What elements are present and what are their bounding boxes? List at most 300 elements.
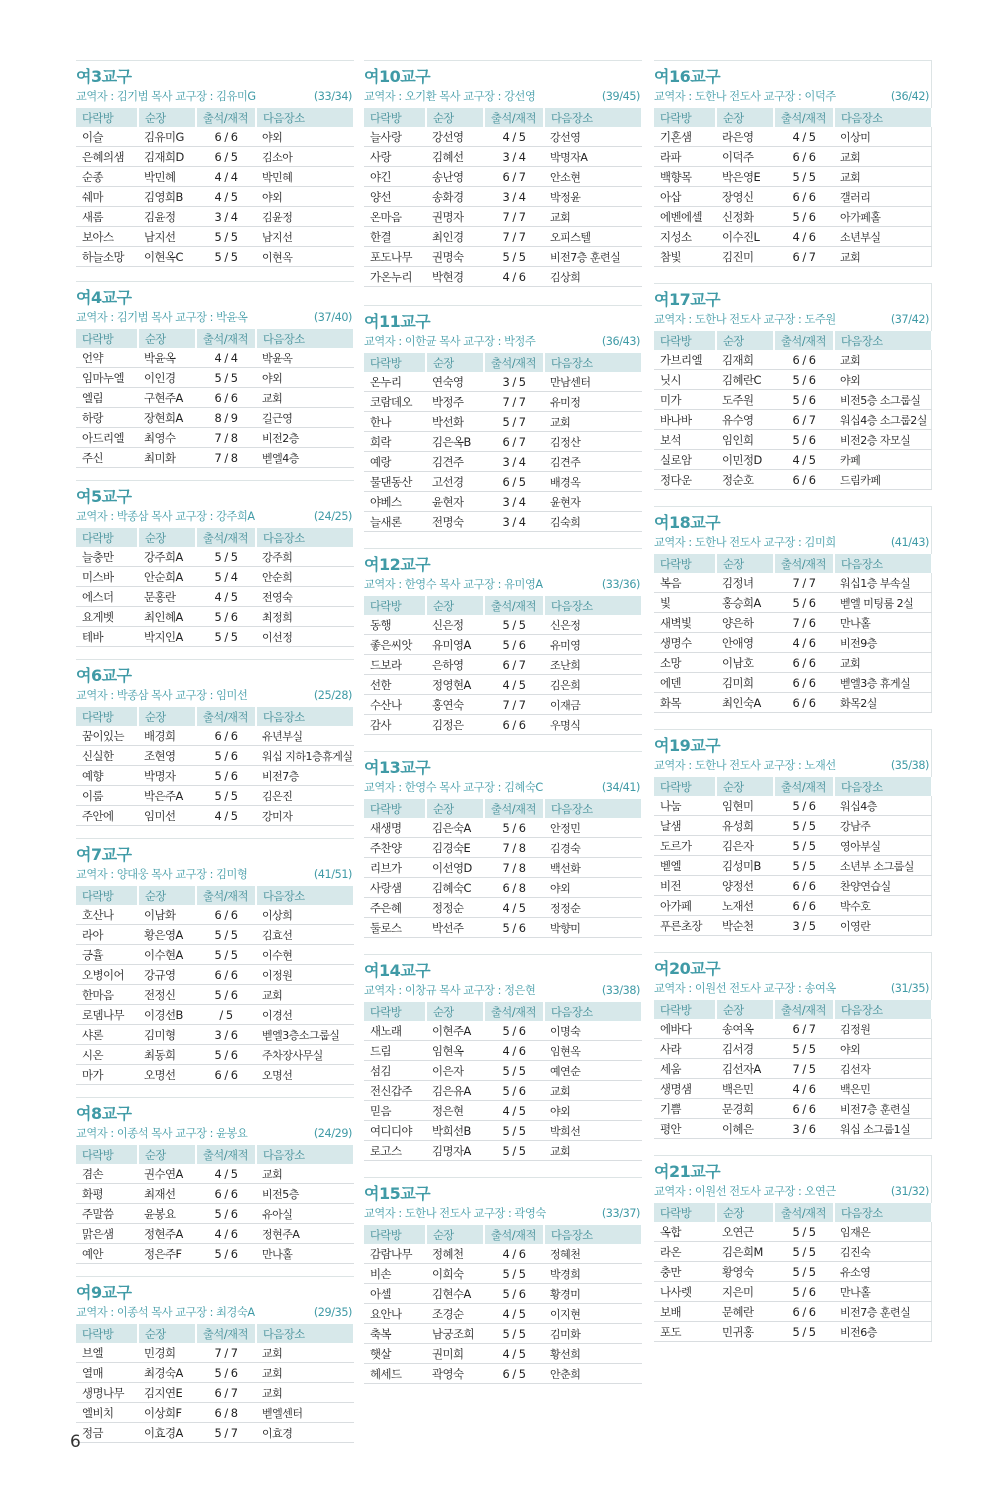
- table-row: [364, 918, 642, 938]
- group-name-cell: 충만: [654, 1262, 716, 1282]
- attendance-total: (39/45): [601, 90, 640, 103]
- next-place-cell: 우명식: [544, 715, 642, 735]
- attendance-cell: 4 / 5: [484, 898, 544, 918]
- attendance-total: (41/51): [313, 868, 352, 881]
- attendance-total: (33/34): [313, 90, 352, 103]
- table-header-row: [364, 108, 642, 127]
- leaders-text: 교역자 : 박종삼 목사 교구장 : 임미선: [76, 689, 248, 702]
- table-row: [654, 1099, 932, 1119]
- attendance-cell: 6 / 7: [196, 1383, 256, 1403]
- table-row: [364, 452, 642, 472]
- attendance-total: (25/28): [313, 689, 352, 702]
- next-place-cell: 박민혜: [256, 167, 354, 187]
- group-name-cell: 백향목: [654, 167, 716, 187]
- group-name-cell: 리브가: [364, 858, 426, 878]
- group-name-cell: 맑은샘: [76, 1224, 138, 1244]
- leader-cell: 권미희: [426, 1344, 484, 1364]
- table-row: [364, 1284, 642, 1304]
- group-name-cell: 둘로스: [364, 918, 426, 938]
- leader-cell: 이은자: [426, 1061, 484, 1081]
- group-name-cell: 벧엘: [654, 856, 716, 876]
- column-header: 다락방: [76, 1324, 138, 1343]
- leader-cell: 오명선: [138, 1065, 196, 1085]
- attendance-cell: 5 / 6: [196, 1045, 256, 1065]
- leader-cell: 문경희: [716, 1099, 774, 1119]
- leader-cell: 유미영A: [426, 635, 484, 655]
- attendance-cell: 6 / 6: [196, 127, 256, 147]
- district-leaders: [364, 333, 642, 351]
- next-place-cell: 비전7층: [256, 766, 354, 786]
- leaders-text: 교역자 : 이한균 목사 교구장 : 박정주: [364, 335, 536, 348]
- next-place-cell: 워십4층 소그룹2실: [834, 410, 932, 430]
- leader-cell: 양은하: [716, 613, 774, 633]
- table-row: [654, 1322, 932, 1342]
- attendance-cell: 4 / 6: [774, 633, 834, 653]
- district-section: [76, 1097, 354, 1264]
- table-row: [654, 370, 932, 390]
- leader-cell: 홍승희A: [716, 593, 774, 613]
- leader-cell: 박순천: [716, 916, 774, 936]
- next-place-cell: 야외: [834, 1039, 932, 1059]
- leaders-text: 교역자 : 도한나 전도사 교구장 : 노재선: [654, 759, 836, 772]
- table-header-row: [654, 1203, 932, 1222]
- attendance-cell: 6 / 6: [484, 715, 544, 735]
- table-row: [76, 627, 354, 647]
- group-name-cell: 물댄동산: [364, 472, 426, 492]
- leader-cell: 정은현: [426, 1101, 484, 1121]
- leader-cell: 노재선: [716, 896, 774, 916]
- next-place-cell: 워십1층 부속실: [834, 573, 932, 593]
- table-row: [654, 816, 932, 836]
- leader-cell: 김선자A: [716, 1059, 774, 1079]
- attendance-cell: 5 / 6: [484, 1284, 544, 1304]
- table-row: [364, 492, 642, 512]
- leaders-text: 교역자 : 양대웅 목사 교구장 : 김미형: [76, 868, 248, 881]
- attendance-cell: 7 / 8: [484, 838, 544, 858]
- column-header: 다음장소: [834, 1203, 932, 1222]
- leader-cell: 김혜숙C: [426, 878, 484, 898]
- column-header: 다음장소: [834, 1000, 932, 1019]
- table-row: [76, 587, 354, 607]
- group-name-cell: 지성소: [654, 227, 716, 247]
- next-place-cell: 안정민: [544, 818, 642, 838]
- leader-cell: 김미형: [138, 1025, 196, 1045]
- table-header-row: [654, 1000, 932, 1019]
- next-place-cell: 만나홀: [834, 1282, 932, 1302]
- attendance-cell: 5 / 6: [196, 985, 256, 1005]
- next-place-cell: 안춘희: [544, 1364, 642, 1384]
- group-name-cell: 요게벳: [76, 607, 138, 627]
- column-header: 순장: [426, 799, 484, 818]
- table-row: [364, 715, 642, 735]
- attendance-cell: 3 / 4: [196, 207, 256, 227]
- next-place-cell: 야외: [256, 127, 354, 147]
- table-header-row: [364, 353, 642, 372]
- district-section: [76, 281, 354, 468]
- leader-cell: 김미희: [716, 673, 774, 693]
- group-name-cell: 날샘: [654, 816, 716, 836]
- column-header: 출석/재적: [196, 1145, 256, 1164]
- next-place-cell: 전영숙: [256, 587, 354, 607]
- attendance-cell: 5 / 6: [196, 766, 256, 786]
- column-header: 다락방: [76, 707, 138, 726]
- group-name-cell: 라온: [654, 1242, 716, 1262]
- district-title: 여15교구: [364, 1184, 431, 1203]
- attendance-cell: 4 / 6: [774, 227, 834, 247]
- attendance-total: (24/25): [313, 510, 352, 523]
- attendance-cell: 5 / 6: [774, 207, 834, 227]
- leader-cell: 문혜란: [716, 1302, 774, 1322]
- next-place-cell: 벧엘3층 휴게실: [834, 673, 932, 693]
- table-row: [76, 368, 354, 388]
- group-name-cell: 요안나: [364, 1304, 426, 1324]
- next-place-cell: 유미정: [544, 392, 642, 412]
- attendance-cell: 6 / 6: [196, 905, 256, 925]
- attendance-total: (37/42): [890, 313, 929, 326]
- leader-cell: 안순희A: [138, 567, 196, 587]
- attendance-cell: 6 / 5: [484, 472, 544, 492]
- attendance-cell: 5 / 5: [484, 1141, 544, 1161]
- next-place-cell: 비전7층 훈련실: [834, 1302, 932, 1322]
- leader-cell: 권수연A: [138, 1164, 196, 1184]
- group-name-cell: 한결: [364, 227, 426, 247]
- group-name-cell: 예안: [76, 1244, 138, 1264]
- column-header: 다락방: [654, 108, 716, 127]
- group-name-cell: 감람나무: [364, 1244, 426, 1264]
- table-row: [364, 1304, 642, 1324]
- group-name-cell: 오병이어: [76, 965, 138, 985]
- table-row: [654, 1302, 932, 1322]
- leader-cell: 이현주A: [426, 1021, 484, 1041]
- column-header: 다락방: [76, 108, 138, 127]
- column-header: 출석/재적: [484, 596, 544, 615]
- group-name-cell: 꿈이있는: [76, 726, 138, 746]
- table-row: [364, 1121, 642, 1141]
- attendance-cell: 4 / 4: [196, 348, 256, 368]
- group-name-cell: 은혜의샘: [76, 147, 138, 167]
- next-place-cell: 찬양연습실: [834, 876, 932, 896]
- next-place-cell: 안소현: [544, 167, 642, 187]
- column-header: 순장: [426, 353, 484, 372]
- district-leaders: [76, 687, 354, 705]
- next-place-cell: 김정산: [544, 432, 642, 452]
- leader-cell: 전정신: [138, 985, 196, 1005]
- next-place-cell: 박수호: [834, 896, 932, 916]
- table-row: [76, 1383, 354, 1403]
- column-header: 다음장소: [544, 799, 642, 818]
- next-place-cell: 김숙희: [544, 512, 642, 532]
- group-table: [654, 554, 933, 713]
- next-place-cell: 비전7층 훈련실: [834, 1099, 932, 1119]
- leader-cell: 박현경: [426, 267, 484, 287]
- attendance-total: (31/32): [890, 1185, 929, 1198]
- group-name-cell: 보배: [654, 1302, 716, 1322]
- leader-cell: 김윤정: [138, 207, 196, 227]
- group-name-cell: 주말씀: [76, 1204, 138, 1224]
- next-place-cell: 이영란: [834, 916, 932, 936]
- column-header: 다음장소: [834, 331, 932, 350]
- table-row: [76, 227, 354, 247]
- group-name-cell: 나사렛: [654, 1282, 716, 1302]
- leader-cell: 권명숙: [426, 247, 484, 267]
- attendance-cell: 6 / 7: [774, 1019, 834, 1039]
- table-row: [76, 1025, 354, 1045]
- table-row: [76, 925, 354, 945]
- table-row: [76, 1204, 354, 1224]
- page-number: 6: [70, 1432, 81, 1452]
- group-name-cell: 여디디야: [364, 1121, 426, 1141]
- attendance-cell: 5 / 4: [196, 567, 256, 587]
- attendance-total: (35/38): [890, 759, 929, 772]
- leader-cell: 최인숙A: [716, 693, 774, 713]
- table-row: [76, 726, 354, 746]
- group-name-cell: 좋은씨앗: [364, 635, 426, 655]
- table-header-row: [76, 886, 354, 905]
- column-header: 다락방: [654, 777, 716, 796]
- leader-cell: 박선주: [426, 918, 484, 938]
- leader-cell: 배경희: [138, 726, 196, 746]
- leader-cell: 곽영숙: [426, 1364, 484, 1384]
- attendance-total: (36/43): [601, 335, 640, 348]
- next-place-cell: 황선희: [544, 1344, 642, 1364]
- leaders-text: 교역자 : 도한나 전도사 교구장 : 도주원: [654, 313, 836, 326]
- attendance-cell: 5 / 5: [484, 247, 544, 267]
- column-header: 다락방: [654, 1000, 716, 1019]
- column-3: [654, 60, 932, 1342]
- next-place-cell: 김효선: [256, 925, 354, 945]
- table-row: [654, 916, 932, 936]
- attendance-cell: 6 / 6: [774, 653, 834, 673]
- next-place-cell: 강선영: [544, 127, 642, 147]
- group-name-cell: 이슬: [76, 127, 138, 147]
- table-row: [364, 1264, 642, 1284]
- column-header: 출석/재적: [774, 554, 834, 573]
- group-name-cell: 보아스: [76, 227, 138, 247]
- table-row: [654, 593, 932, 613]
- next-place-cell: 소년부 소그룹실: [834, 856, 932, 876]
- table-row: [654, 573, 932, 593]
- group-name-cell: 쉐마: [76, 187, 138, 207]
- column-header: 출석/재적: [484, 799, 544, 818]
- leaders-text: 교역자 : 한영수 목사 교구장 : 유미영A: [364, 578, 543, 591]
- district-leaders: [364, 576, 642, 594]
- column-header: 다락방: [76, 329, 138, 348]
- column-header: 출석/재적: [196, 886, 256, 905]
- group-table: [654, 777, 933, 936]
- group-name-cell: 기혼샘: [654, 127, 716, 147]
- attendance-cell: 4 / 5: [484, 675, 544, 695]
- column-header: 다음장소: [834, 777, 932, 796]
- district-title: 여14교구: [364, 961, 431, 980]
- attendance-cell: 6 / 6: [196, 1065, 256, 1085]
- table-header-row: [654, 331, 932, 350]
- column-header: 다락방: [76, 886, 138, 905]
- leader-cell: 김진미: [716, 247, 774, 267]
- leaders-text: 교역자 : 도한나 전도사 교구장 : 곽영숙: [364, 1207, 546, 1220]
- attendance-cell: 4 / 5: [484, 1101, 544, 1121]
- table-row: [76, 348, 354, 368]
- attendance-cell: 5 / 5: [196, 925, 256, 945]
- table-row: [364, 472, 642, 492]
- column-header: 출석/재적: [774, 331, 834, 350]
- column-header: 다음장소: [834, 108, 932, 127]
- column-header: 순장: [138, 329, 196, 348]
- column-header: 출석/재적: [484, 1002, 544, 1021]
- next-place-cell: 교회: [544, 412, 642, 432]
- attendance-cell: 5 / 6: [774, 430, 834, 450]
- district-section: [654, 952, 932, 1139]
- attendance-cell: 7 / 7: [774, 573, 834, 593]
- group-name-cell: 호산나: [76, 905, 138, 925]
- district-title: 여4교구: [76, 288, 132, 307]
- column-header: 다락방: [654, 1203, 716, 1222]
- table-row: [654, 1262, 932, 1282]
- group-name-cell: 긍휼: [76, 945, 138, 965]
- column-header: 출석/재적: [774, 1203, 834, 1222]
- attendance-cell: 6 / 6: [774, 187, 834, 207]
- attendance-total: (37/40): [313, 311, 352, 324]
- next-place-cell: 벧엘4층: [256, 448, 354, 468]
- table-row: [76, 1244, 354, 1264]
- group-name-cell: 주신: [76, 448, 138, 468]
- attendance-cell: 4 / 6: [774, 1079, 834, 1099]
- leaders-text: 교역자 : 오기환 목사 교구장 : 강선영: [364, 90, 536, 103]
- leader-cell: 이희숙: [426, 1264, 484, 1284]
- next-place-cell: 교회: [834, 167, 932, 187]
- table-row: [364, 1101, 642, 1121]
- table-row: [364, 615, 642, 635]
- district-section: [364, 305, 642, 532]
- attendance-cell: 6 / 6: [774, 1099, 834, 1119]
- column-header: 출석/재적: [484, 353, 544, 372]
- attendance-cell: 6 / 6: [196, 726, 256, 746]
- next-place-cell: 남지선: [256, 227, 354, 247]
- column-header: 다음장소: [256, 528, 354, 547]
- table-row: [76, 428, 354, 448]
- attendance-cell: 5 / 5: [774, 1262, 834, 1282]
- table-row: [364, 1364, 642, 1384]
- next-place-cell: 이경선: [256, 1005, 354, 1025]
- next-place-cell: 벧엘3층소그룹실: [256, 1025, 354, 1045]
- leader-cell: 문홍란: [138, 587, 196, 607]
- group-name-cell: 로뎀나무: [76, 1005, 138, 1025]
- leader-cell: 박은주A: [138, 786, 196, 806]
- table-header-row: [654, 777, 932, 796]
- group-name-cell: 포도나무: [364, 247, 426, 267]
- next-place-cell: 갤러리: [834, 187, 932, 207]
- column-header: 출석/재적: [196, 1324, 256, 1343]
- next-place-cell: 야외: [544, 878, 642, 898]
- next-place-cell: 야외: [256, 187, 354, 207]
- group-name-cell: 보석: [654, 430, 716, 450]
- table-row: [76, 448, 354, 468]
- next-place-cell: 화목2실: [834, 693, 932, 713]
- attendance-cell: 8 / 9: [196, 408, 256, 428]
- group-name-cell: 임마누엘: [76, 368, 138, 388]
- next-place-cell: 드림카페: [834, 470, 932, 490]
- table-row: [654, 673, 932, 693]
- table-header-row: [76, 528, 354, 547]
- table-row: [654, 127, 932, 147]
- leader-cell: 송화경: [426, 187, 484, 207]
- leader-cell: 김재희D: [138, 147, 196, 167]
- table-row: [76, 965, 354, 985]
- leader-cell: 김혜란C: [716, 370, 774, 390]
- district-leaders: [654, 980, 931, 998]
- column-header: 다음장소: [256, 329, 354, 348]
- attendance-cell: 6 / 8: [484, 878, 544, 898]
- table-row: [364, 878, 642, 898]
- group-table: [654, 1000, 933, 1139]
- table-row: [364, 512, 642, 532]
- attendance-cell: 5 / 6: [774, 593, 834, 613]
- group-name-cell: 언약: [76, 348, 138, 368]
- next-place-cell: 교회: [834, 653, 932, 673]
- next-place-cell: 카페: [834, 450, 932, 470]
- next-place-cell: 이명숙: [544, 1021, 642, 1041]
- column-header: 다음장소: [256, 1145, 354, 1164]
- attendance-cell: 6 / 6: [774, 896, 834, 916]
- table-header-row: [364, 596, 642, 615]
- attendance-cell: 4 / 6: [484, 1041, 544, 1061]
- leader-cell: 임미선: [138, 806, 196, 826]
- attendance-cell: 5 / 6: [484, 1021, 544, 1041]
- next-place-cell: 길근영: [256, 408, 354, 428]
- district-title: 여18교구: [654, 513, 721, 532]
- column-header: 다락방: [364, 108, 426, 127]
- district-title: 여9교구: [76, 1283, 132, 1302]
- group-name-cell: 정금: [76, 1423, 138, 1443]
- attendance-cell: 6 / 6: [774, 350, 834, 370]
- leader-cell: 민경희: [138, 1343, 196, 1363]
- attendance-cell: 5 / 5: [484, 1061, 544, 1081]
- next-place-cell: 배경옥: [544, 472, 642, 492]
- column-header: 다음장소: [256, 108, 354, 127]
- next-place-cell: 오피스텔: [544, 227, 642, 247]
- next-place-cell: 이재금: [544, 695, 642, 715]
- table-header-row: [76, 1145, 354, 1164]
- table-row: [364, 392, 642, 412]
- leaders-text: 교역자 : 박종삼 목사 교구장 : 강주희A: [76, 510, 255, 523]
- next-place-cell: 박희선: [544, 1121, 642, 1141]
- leader-cell: 최영수: [138, 428, 196, 448]
- next-place-cell: 주차장사무실: [256, 1045, 354, 1065]
- attendance-cell: 5 / 6: [484, 635, 544, 655]
- group-name-cell: 축복: [364, 1324, 426, 1344]
- group-table: [364, 1002, 643, 1161]
- district-title: 여5교구: [76, 487, 132, 506]
- attendance-cell: 6 / 7: [774, 247, 834, 267]
- group-table: [364, 108, 643, 287]
- attendance-cell: 5 / 5: [196, 945, 256, 965]
- attendance-total: (29/35): [313, 1306, 352, 1319]
- group-name-cell: 사랑샘: [364, 878, 426, 898]
- leader-cell: 김은옥B: [426, 432, 484, 452]
- table-row: [364, 207, 642, 227]
- attendance-total: (36/42): [890, 90, 929, 103]
- attendance-cell: 6 / 7: [774, 410, 834, 430]
- attendance-cell: 6 / 6: [774, 1302, 834, 1322]
- group-name-cell: 비전: [654, 876, 716, 896]
- group-name-cell: 평안: [654, 1119, 716, 1139]
- next-place-cell: 교회: [256, 1164, 354, 1184]
- table-row: [364, 898, 642, 918]
- group-table: [654, 108, 933, 267]
- table-row: [654, 390, 932, 410]
- group-name-cell: 에덴: [654, 673, 716, 693]
- attendance-cell: 3 / 6: [196, 1025, 256, 1045]
- leader-cell: 박지인A: [138, 627, 196, 647]
